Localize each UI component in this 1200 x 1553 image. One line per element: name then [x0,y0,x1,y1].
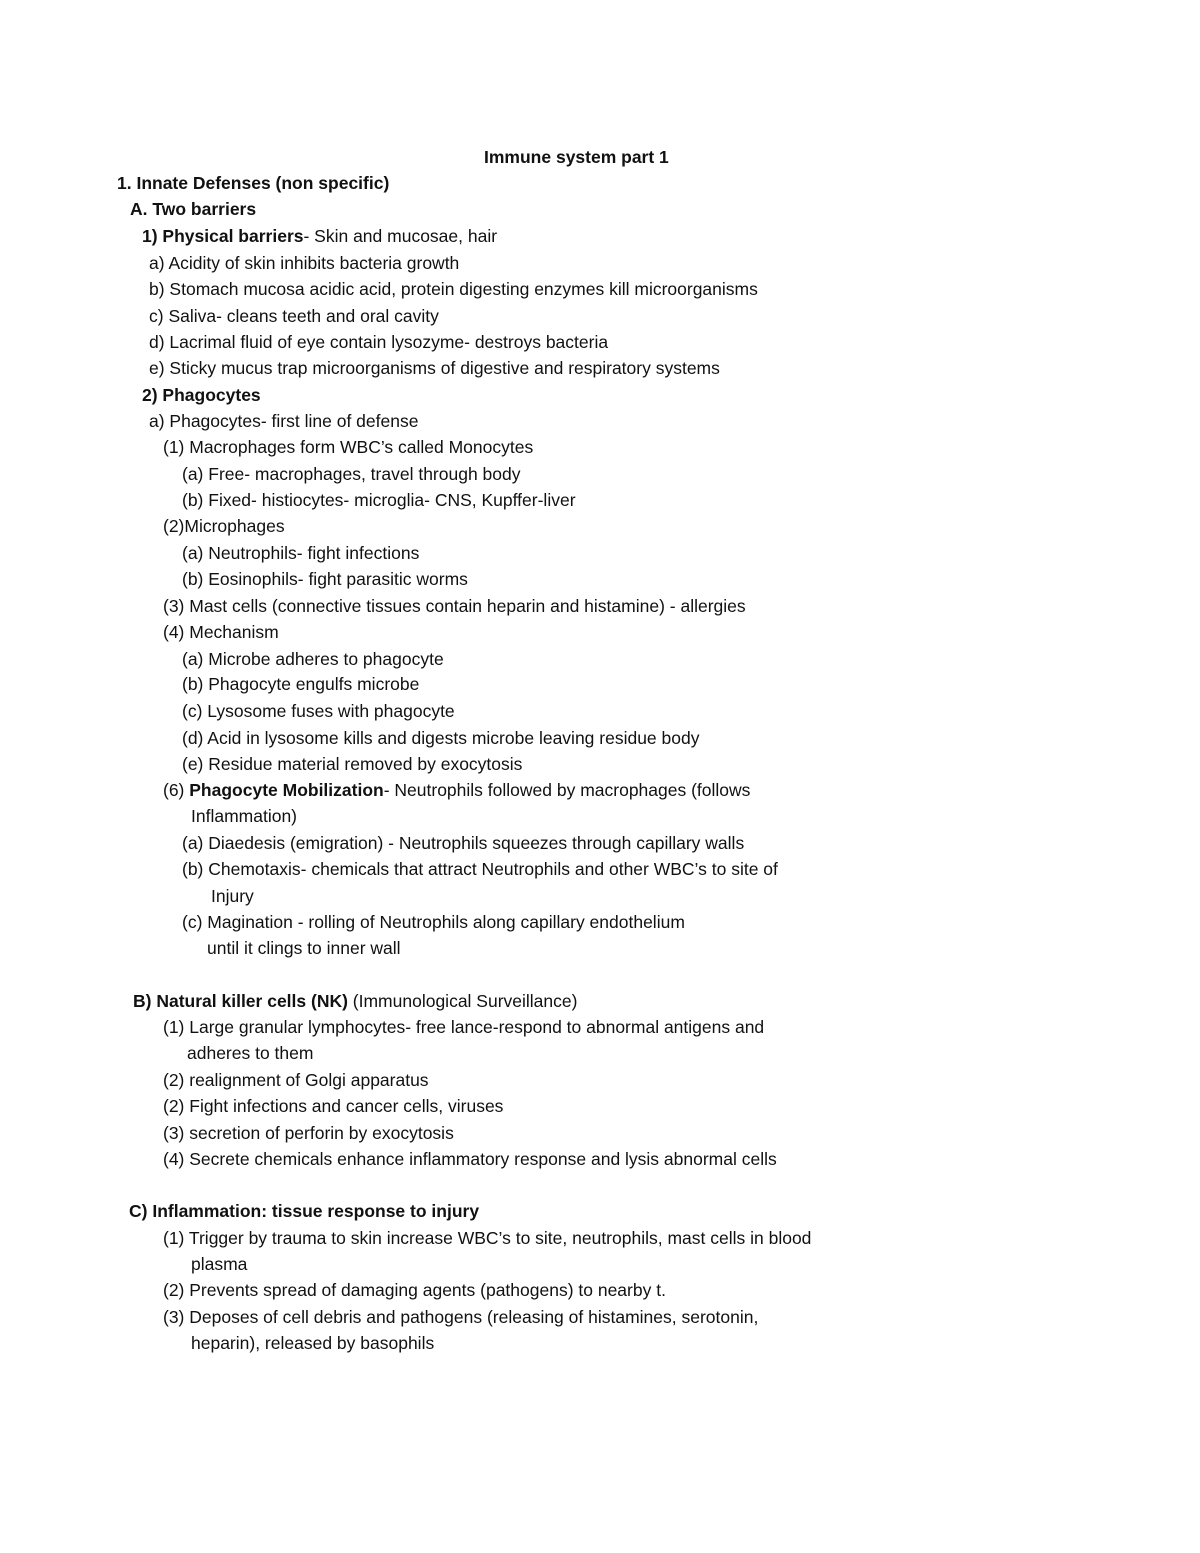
page-title: Immune system part 1 [484,147,669,167]
list-item: (a) Free- macrophages, travel through body [182,464,521,484]
subsection-heading-text: A. Two barriers [130,199,257,219]
list-item-continuation: Injury [211,886,254,906]
mobilization-rest: - Neutrophils followed by macrophages (follows [383,780,751,800]
list-item: (2) realignment of Golgi apparatus [163,1070,429,1090]
subsection-heading-text: C) Inflammation: tissue response to injury [129,1201,480,1221]
list-item: (b) Chemotaxis- chemicals that attract Neutrophils and other WBC’s to site of [182,859,778,879]
list-item: (2) Fight infections and cancer cells, viruses [163,1096,504,1116]
list-item: (a) Diaedesis (emigration) - Neutrophils squeezes through capillary walls [182,833,745,853]
list-item: (b) Eosinophils- fight parasitic worms [182,569,468,589]
list-item-continuation: Inflammation) [191,806,298,826]
subsection-heading [130,198,256,220]
list-item: (4) Secrete chemicals enhance inflammatory response and lysis abnormal cells [163,1149,777,1169]
list-item: a) Acidity of skin inhibits bacteria growth [149,253,460,273]
list-item: d) Lacrimal fluid of eye contain lysozyme- destroys bacteria [149,332,609,352]
mobilization-bold: Phagocyte Mobilization [189,780,384,800]
list-item: (e) Residue material removed by exocytosis [182,754,523,774]
list-item: (b) Phagocyte engulfs microbe [182,674,420,694]
list-item: (c) Lysosome fuses with phagocyte [182,701,455,721]
list-item: (1) Macrophages form WBC’s called Monocytes [163,437,534,457]
subsection-heading-bold: B) Natural killer cells (NK) [133,991,348,1011]
list-item-continuation: adheres to them [187,1043,314,1063]
list-item-mobilization [163,779,750,801]
list-item: a) Phagocytes- first line of defense [149,411,419,431]
list-item: (1) Trigger by trauma to skin increase WBC’s to site, neutrophils, mast cells in blood [163,1228,812,1248]
list-item: (2)Microphages [163,516,285,536]
list-item: b) Stomach mucosa acidic acid, protein digesting enzymes kill microorganisms [149,279,758,299]
subsection-heading [133,990,577,1012]
subsection-heading [129,1200,479,1222]
list-item: (3) secretion of perforin by exocytosis [163,1123,454,1143]
list-item: (3) Mast cells (connective tissues contain heparin and histamine) - allergies [163,596,746,616]
list-item: e) Sticky mucus trap microorganisms of digestive and respiratory systems [149,358,720,378]
list-item: (3) Deposes of cell debris and pathogens (releasing of histamines, serotonin, [163,1307,759,1327]
list-item-continuation: heparin), released by basophils [191,1333,435,1353]
section-heading [117,172,389,194]
point-heading-bold: 1) Physical barriers [142,226,304,246]
subsection-heading-rest: (Immunological Surveillance) [347,991,578,1011]
list-item-continuation: plasma [191,1254,248,1274]
list-item-continuation: until it clings to inner wall [207,938,401,958]
list-item: (c) Magination - rolling of Neutrophils along capillary endothelium [182,912,685,932]
list-item: (d) Acid in lysosome kills and digests microbe leaving residue body [182,728,700,748]
list-item: (b) Fixed- histiocytes- microglia- CNS, Kupffer-liver [182,490,576,510]
list-item: c) Saliva- cleans teeth and oral cavity [149,306,439,326]
point-heading [142,225,497,247]
list-item: (4) Mechanism [163,622,279,642]
list-item: (1) Large granular lymphocytes- free lance-respond to abnormal antigens and [163,1017,765,1037]
list-item: (a) Microbe adheres to phagocyte [182,649,444,669]
point-heading-rest: - Skin and mucosae, hair [303,226,498,246]
point-heading-text: 2) Phagocytes [142,385,261,405]
list-item: (2) Prevents spread of damaging agents (pathogens) to nearby t. [163,1280,666,1300]
mobilization-number: (6) [163,780,190,800]
point-heading [142,384,261,406]
section-heading-text: 1. Innate Defenses (non specific) [117,173,390,193]
list-item: (a) Neutrophils- fight infections [182,543,420,563]
